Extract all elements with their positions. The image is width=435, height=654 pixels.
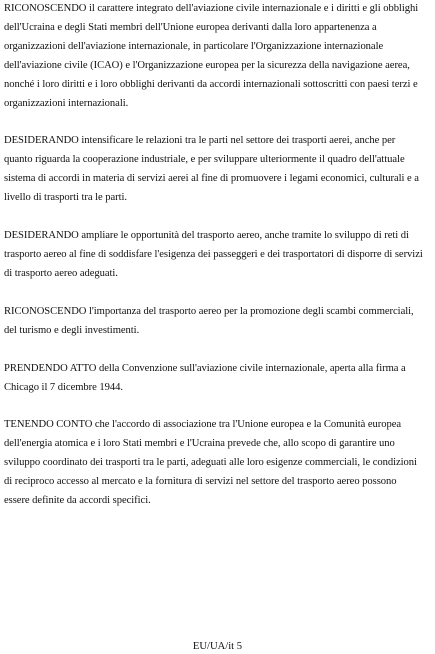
paragraph-riconoscendo-importanza xyxy=(4,303,430,341)
paragraph-line: DESIDERANDO intensificare le relazioni tra le parti nel settore dei trasporti aerei, anche per xyxy=(4,135,396,147)
paragraph-tenendo-conto xyxy=(4,416,430,511)
paragraph-line: di reciproco accesso al mercato e la fornitura di servizi nel settore del trasporto aereo possono xyxy=(4,476,397,488)
paragraph-line: del turismo e degli investimenti. xyxy=(4,324,140,336)
page-footer-reference: EU/UA/it 5 xyxy=(192,641,243,652)
paragraph-line: Chicago il 7 dicembre 1944. xyxy=(4,381,123,393)
paragraph-prendendo-atto xyxy=(4,360,430,398)
paragraph-line: DESIDERANDO ampliare le opportunità del trasporto aereo, anche tramite lo sviluppo di reti di xyxy=(4,230,409,242)
document-body xyxy=(4,0,430,530)
paragraph-line: sviluppo coordinato dei trasporti tra le parti, adeguati alle loro esigenze commerciali, le condizioni xyxy=(4,457,417,469)
paragraph-line: livello di trasporti tra le parti. xyxy=(4,192,128,204)
paragraph-line: dell'aviazione civile (ICAO) e l'Organizzazione europea per la sicurezza della navigazione aerea, xyxy=(4,59,410,71)
paragraph-line: RICONOSCENDO l'importanza del trasporto aereo per la promozione degli scambi commerciali, xyxy=(4,305,414,317)
paragraph-line: organizzazioni internazionali. xyxy=(4,97,129,109)
paragraph-line: sistema di accordi in materia di servizi aerei al fine di promuovere i legami economici, culturali e a xyxy=(4,173,419,185)
paragraph-line: PRENDENDO ATTO della Convenzione sull'aviazione civile internazionale, aperta alla firma a xyxy=(4,362,406,374)
paragraph-line: di trasporto aereo adeguati. xyxy=(4,267,118,279)
paragraph-line: dell'energia atomica e i loro Stati membri e l'Ucraina prevede che, allo scopo di garantire uno xyxy=(4,438,395,450)
paragraph-line: organizzazioni dell'aviazione internazionale, in particolare l'Organizzazione internazionale xyxy=(4,40,384,52)
paragraph-line: trasporto aereo al fine di soddisfare l'esigenza dei passeggeri e dei trasportatori di disporre di servizi xyxy=(4,248,423,260)
paragraph-line: dell'Ucraina e degli Stati membri dell'Unione europea derivanti dalla loro appartenenza a xyxy=(4,21,377,33)
paragraph-desiderando-opportunita xyxy=(4,227,430,284)
paragraph-line: RICONOSCENDO il carattere integrato dell'aviazione civile internazionale e i diritti e gli obblighi xyxy=(4,3,419,14)
paragraph-riconoscendo-aviazione xyxy=(4,0,430,113)
paragraph-line: essere definite da accordi specifici. xyxy=(4,495,151,507)
paragraph-desiderando-relazioni xyxy=(4,132,430,208)
paragraph-line: quanto riguarda la cooperazione industriale, e per sviluppare ulteriormente il quadro dell'attuale xyxy=(4,154,405,166)
paragraph-line: TENENDO CONTO che l'accordo di associazione tra l'Unione europea e la Comunità europea xyxy=(4,419,402,431)
paragraph-line: nonché i loro diritti e i loro obblighi derivanti da accordi internazionali sottoscritti con paesi terzi e xyxy=(4,78,418,90)
